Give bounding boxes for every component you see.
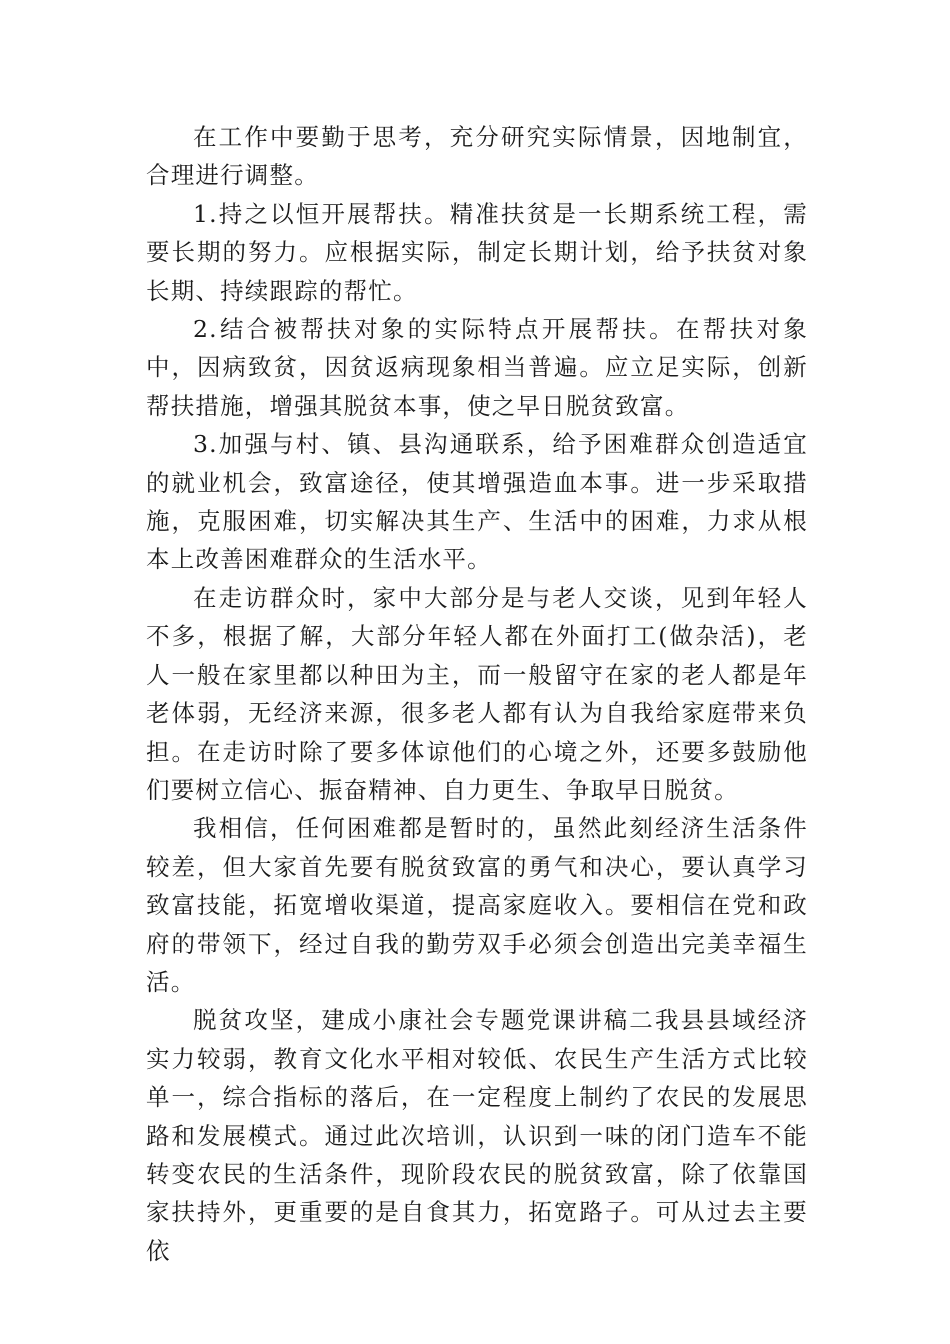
document-body: [146, 118, 808, 1270]
paragraph-2: 1.持之以恒开展帮扶。精准扶贫是一长期系统工程，需要长期的努力。应根据实际，制定长期计划，给予扶贫对象长期、持续跟踪的帮忙。: [146, 199, 808, 305]
paragraph-7: 脱贫攻坚，建成小康社会专题党课讲稿二我县县域经济实力较弱，教育文化水平相对较低、农民生产生活方式比较单一，综合指标的落后，在一定程度上制约了农民的发展思路和发展模式。通过此次培训，认识到一味的闭门造车不能转变农民的生活条件，现阶段农民的脱贫致富，除了依靠国家扶持外，更重要的是自食其力，拓宽路子。可从过去主要依: [146, 1006, 808, 1265]
paragraph-5: 在走访群众时，家中大部分是与老人交谈，见到年轻人不多，根据了解，大部分年轻人都在外面打工(做杂活)，老人一般在家里都以种田为主，而一般留守在家的老人都是年老体弱，无经济来源，很多老人都有认为自我给家庭带来负担。在走访时除了要多体谅他们的心境之外，还要多鼓励他们要树立信心、振奋精神、自力更生、争取早日脱贫。: [146, 583, 808, 804]
paragraph-4: 3.加强与村、镇、县沟通联系，给予困难群众创造适宜的就业机会，致富途径，使其增强造血本事。进一步采取措施，克服困难，切实解决其生产、生活中的困难，力求从根本上改善困难群众的生活水平。: [146, 430, 808, 574]
paragraph-3: 2.结合被帮扶对象的实际特点开展帮扶。在帮扶对象中，因病致贫，因贫返病现象相当普遍。应立足实际，创新帮扶措施，增强其脱贫本事，使之早日脱贫致富。: [146, 315, 808, 420]
paragraph-6: 我相信，任何困难都是暂时的，虽然此刻经济生活条件较差，但大家首先要有脱贫致富的勇气和决心，要认真学习致富技能，拓宽增收渠道，提高家庭收入。要相信在党和政府的带领下，经过自我的勤劳双手必须会创造出完美幸福生活。: [146, 814, 808, 996]
paragraph-1: 在工作中要勤于思考，充分研究实际情景，因地制宜，合理进行调整。: [146, 123, 808, 190]
